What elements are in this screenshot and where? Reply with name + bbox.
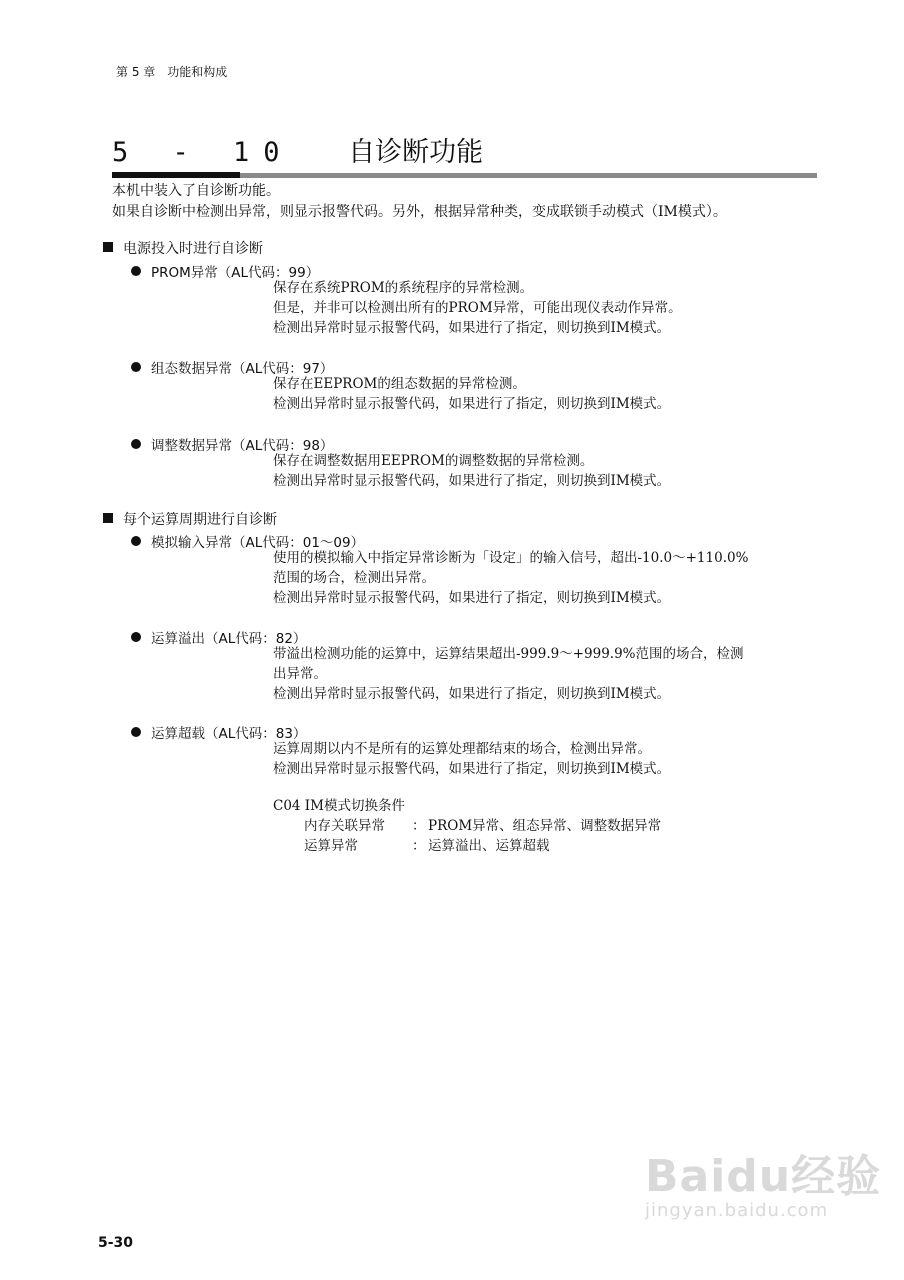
item-description [273,451,793,491]
description-line: 保存在调整数据用EEPROM的调整数据的异常检测。 [273,453,594,469]
intro-paragraph [112,181,727,223]
item-description [273,278,793,338]
description-line: 出异常。 [273,666,327,682]
description-line: 检测出异常时显示报警代码，如果进行了指定，则切换到IM模式。 [273,396,671,412]
square-bullet-icon [103,242,113,252]
item-label: 调整数据异常（AL代码：98） [151,438,334,454]
condition-key: 运算异常 [304,838,358,854]
title-rule-dark [112,172,240,178]
condition-row [273,816,661,836]
round-bullet-icon [131,362,141,372]
item-label: 模拟输入异常（AL代码：01～09） [151,535,365,551]
condition-separator: ： [412,818,426,834]
section-heading-each-cycle [103,509,277,529]
item-description [273,548,793,608]
condition-separator: ： [412,838,426,854]
im-mode-conditions [273,796,661,856]
item-label: PROM异常（AL代码：99） [151,265,320,281]
description-line: 检测出异常时显示报警代码，如果进行了指定，则切换到IM模式。 [273,761,671,777]
description-line: 保存在EEPROM的组态数据的异常检测。 [273,376,526,392]
description-line: 检测出异常时显示报警代码，如果进行了指定，则切换到IM模式。 [273,320,671,336]
section-heading-power-on [103,238,263,258]
square-bullet-icon [103,513,113,523]
conditions-title: C04 IM模式切换条件 [273,798,405,814]
condition-value: 运算溢出、运算超载 [428,838,550,854]
description-line: 检测出异常时显示报警代码，如果进行了指定，则切换到IM模式。 [273,473,671,489]
round-bullet-icon [131,632,141,642]
item-description [273,739,793,779]
description-line: 运算周期以内不是所有的运算处理都结束的场合，检测出异常。 [273,741,651,757]
intro-line: 如果自诊断中检测出异常，则显示报警代码。另外，根据异常种类，变成联锁手动模式（IM模式）。 [112,204,727,220]
item-label: 运算溢出（AL代码：82） [151,631,307,647]
title-rule-gray [240,173,817,178]
description-line: 保存在系统PROM的系统程序的异常检测。 [273,280,534,296]
item-label: 组态数据异常（AL代码：97） [151,361,334,377]
section-title-text: 自诊断功能 [348,137,484,168]
section-title [112,130,483,169]
section-heading-text: 每个运算周期进行自诊断 [123,512,277,528]
page-number: 5-30 [98,1235,134,1251]
round-bullet-icon [131,727,141,737]
section-heading-text: 电源投入时进行自诊断 [123,241,263,257]
item-description [273,374,793,414]
condition-key: 内存关联异常 [304,818,385,834]
watermark-logo: Baidu经验 [645,1151,882,1202]
description-line: 使用的模拟输入中指定异常诊断为「设定」的输入信号，超出-10.0～+110.0% [273,550,749,566]
round-bullet-icon [131,439,141,449]
chapter-header: 第 5 章 功能和构成 [116,65,228,79]
description-line: 检测出异常时显示报警代码，如果进行了指定，则切换到IM模式。 [273,686,671,702]
round-bullet-icon [131,536,141,546]
baidu-watermark [645,1140,881,1221]
description-line: 带溢出检测功能的运算中，运算结果超出-999.9～+999.9%范围的场合，检测 [273,646,744,662]
round-bullet-icon [131,266,141,276]
description-line: 检测出异常时显示报警代码，如果进行了指定，则切换到IM模式。 [273,590,671,606]
section-number: 5 - 10 [112,137,294,168]
description-line: 但是，并非可以检测出所有的PROM异常，可能出现仪表动作异常。 [273,300,682,316]
condition-value: PROM异常、组态异常、调整数据异常 [428,818,662,834]
watermark-url: jingyan.baidu.com [645,1200,829,1221]
condition-row [273,836,661,856]
item-label: 运算超载（AL代码：83） [151,726,307,742]
item-description [273,644,793,704]
description-line: 范围的场合，检测出异常。 [273,570,435,586]
intro-line: 本机中装入了自诊断功能。 [112,183,280,199]
